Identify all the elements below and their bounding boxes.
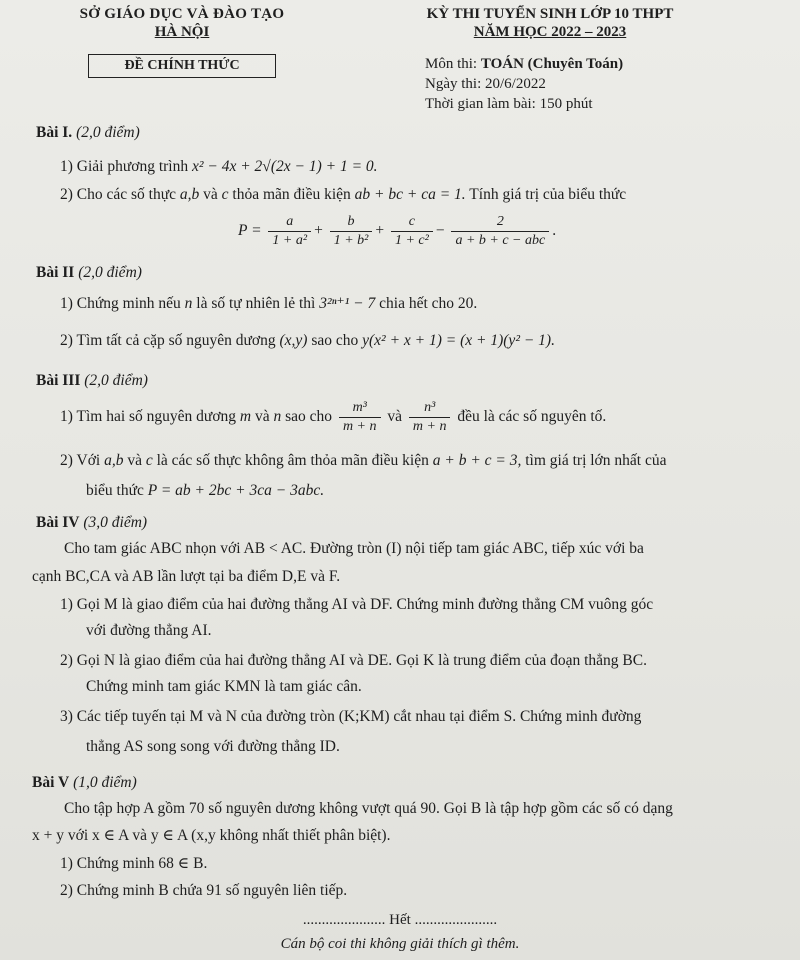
math-var: m <box>239 408 252 426</box>
section-title: Bài II <box>36 264 75 281</box>
fraction <box>451 214 549 249</box>
numerator: m³ <box>352 400 367 415</box>
subject-name: TOÁN (Chuyên Toán) <box>480 56 624 72</box>
equation: x² − 4x + 2√(2x − 1) + 1 = 0. <box>191 158 378 175</box>
denominator: m + n <box>339 417 381 435</box>
b4-question-3-cont: thẳng AS song song với đường thẳng ID. <box>86 738 340 755</box>
exam-info <box>425 54 623 114</box>
section-points: (2,0 điểm) <box>84 372 148 389</box>
condition: a + b + c = 3, <box>432 452 522 469</box>
b3-question-2-cont <box>86 482 324 500</box>
numerator: 2 <box>496 214 504 229</box>
fraction <box>409 400 451 435</box>
equation: y(x² + x + 1) = (x + 1)(y² − 1). <box>362 332 555 349</box>
b5-intro-line-2: x + y với x ∈ A và y ∈ A (x,y không nhất thiết phân biệt). <box>32 827 391 844</box>
b5-intro-line-1: Cho tập hợp A gồm 70 số nguyên dương không vượt quá 90. Gọi B là tập hợp gồm các số có dạng <box>64 800 673 817</box>
official-stamp-box: ĐỀ CHÍNH THỨC <box>88 54 276 78</box>
school-year: NĂM HỌC 2022 – 2023 <box>473 24 627 40</box>
section-3-heading <box>36 372 148 390</box>
numerator: c <box>408 214 415 229</box>
b1-question-1 <box>60 158 378 176</box>
denominator: 1 + b² <box>330 231 373 249</box>
proctor-note: Cán bộ coi thi không giải thích gì thêm. <box>280 936 520 952</box>
section-points: (3,0 điểm) <box>83 514 148 531</box>
b4-question-3: 3) Các tiếp tuyến tại M và N của đường tròn (K;KM) cắt nhau tại điểm S. Chứng minh đường <box>60 708 642 725</box>
question-text: 1) Tìm hai số nguyên dương <box>60 408 237 426</box>
math-pair: (x,y) <box>279 332 308 349</box>
question-text: và <box>127 452 142 469</box>
end-marker: ...................... Hết ...................... <box>302 912 498 928</box>
b5-question-1: 1) Chứng minh 68 ∈ B. <box>60 855 208 872</box>
question-text: tìm giá trị lớn nhất của <box>525 452 667 469</box>
numerator: n³ <box>424 400 436 415</box>
denominator: 1 + c² <box>391 231 433 249</box>
math-var: c <box>221 186 229 203</box>
denominator: a + b + c − abc <box>451 231 549 249</box>
section-points: (1,0 điểm) <box>73 774 137 791</box>
p-lhs: P = <box>238 222 262 240</box>
fraction <box>339 400 381 435</box>
denominator: 1 + a² <box>268 231 311 249</box>
question-text: và <box>387 408 403 426</box>
question-text: sao cho <box>311 332 359 349</box>
question-text: đều là các số nguyên tố. <box>457 408 607 426</box>
section-title: Bài III <box>36 372 81 389</box>
question-text: sao cho <box>285 408 333 426</box>
question-text: 2) Cho các số thực <box>60 186 177 203</box>
expression: 3²ⁿ⁺¹ − 7 <box>319 295 376 312</box>
b4-intro-line-1: Cho tam giác ABC nhọn với AB < AC. Đường tròn (I) nội tiếp tam giác ABC, tiếp xúc với ba <box>64 540 644 557</box>
question-text: Tính giá trị của biểu thức <box>469 186 627 203</box>
section-2-heading <box>36 264 142 282</box>
b4-question-2: 2) Gọi N là giao điểm của hai đường thẳng AI và DE. Gọi K là trung điểm của đoạn thẳng BC. <box>60 652 647 669</box>
b4-question-1-cont: với đường thẳng AI. <box>86 622 212 639</box>
question-text: biểu thức <box>86 482 144 499</box>
math-vars: a,b <box>179 186 200 203</box>
question-text: chia hết cho 20. <box>379 295 478 312</box>
question-text: 1) Chứng minh nếu <box>60 295 181 312</box>
department-name: SỞ GIÁO DỤC VÀ ĐÀO TẠO <box>79 6 285 22</box>
section-title: Bài V <box>32 774 70 791</box>
math-var: n <box>273 408 282 426</box>
section-title: Bài IV <box>36 514 80 531</box>
b4-intro-line-2: cạnh BC,CA và AB lần lượt tại ba điểm D,E và F. <box>32 568 341 585</box>
question-text: 2) Với <box>60 452 101 469</box>
subject-label: Môn thi: <box>425 56 478 72</box>
numerator: a <box>286 214 294 229</box>
math-vars: a,b <box>104 452 124 469</box>
section-1-heading <box>36 124 140 142</box>
b3-question-2 <box>60 452 666 470</box>
question-text: 2) Tìm tất cả cặp số nguyên dương <box>60 332 276 349</box>
department-header <box>52 6 312 41</box>
section-title: Bài I. <box>36 124 73 141</box>
subject-line <box>425 54 623 74</box>
question-text: là các số thực không âm thỏa mãn điều kiện <box>156 452 429 469</box>
fraction <box>268 214 311 249</box>
department-city: HÀ NỘI <box>154 24 210 40</box>
fraction <box>330 214 373 249</box>
condition: ab + bc + ca = 1. <box>354 186 466 203</box>
question-text: là số tự nhiên lẻ thì <box>196 295 316 312</box>
section-points: (2,0 điểm) <box>78 264 142 281</box>
exam-date: Ngày thi: 20/6/2022 <box>425 76 546 92</box>
b3-question-1 <box>60 400 606 435</box>
denominator: m + n <box>409 417 451 435</box>
question-text: và <box>203 186 218 203</box>
expression: P = ab + 2bc + 3ca − 3abc. <box>147 482 325 499</box>
b4-question-2-cont: Chứng minh tam giác KMN là tam giác cân. <box>86 678 362 695</box>
question-text: 1) Giải phương trình <box>60 158 189 175</box>
b2-question-2 <box>60 332 555 350</box>
b5-question-2: 2) Chứng minh B chứa 91 số nguyên liên tiếp. <box>60 882 348 899</box>
b4-question-1: 1) Gọi M là giao điểm của hai đường thẳng AI và DF. Chứng minh đường thẳng CM vuông góc <box>60 596 654 613</box>
math-var: c <box>145 452 153 469</box>
math-var: n <box>184 295 193 312</box>
section-5-heading <box>32 774 137 792</box>
b1-question-2 <box>60 186 626 204</box>
b2-question-1 <box>60 294 477 313</box>
exam-header <box>380 6 720 41</box>
section-points: (2,0 điểm) <box>76 124 140 141</box>
exam-duration: Thời gian làm bài: 150 phút <box>425 96 593 112</box>
question-text: và <box>255 408 270 426</box>
question-text: thỏa mãn điều kiện <box>232 186 351 203</box>
section-4-heading <box>36 514 147 532</box>
numerator: b <box>347 214 355 229</box>
exam-title: KỲ THI TUYỂN SINH LỚP 10 THPT <box>426 6 674 22</box>
b1-expression-p: P = $\frac{a}{\text{1 + a²}}$ + $\frac{b}{\text{1 + b²}}$ + $\frac{c}{\text{1 + c²}}$ − $\frac{2}{\text{a + b + c − abc}}$ . <box>238 214 557 248</box>
fraction <box>391 214 433 249</box>
